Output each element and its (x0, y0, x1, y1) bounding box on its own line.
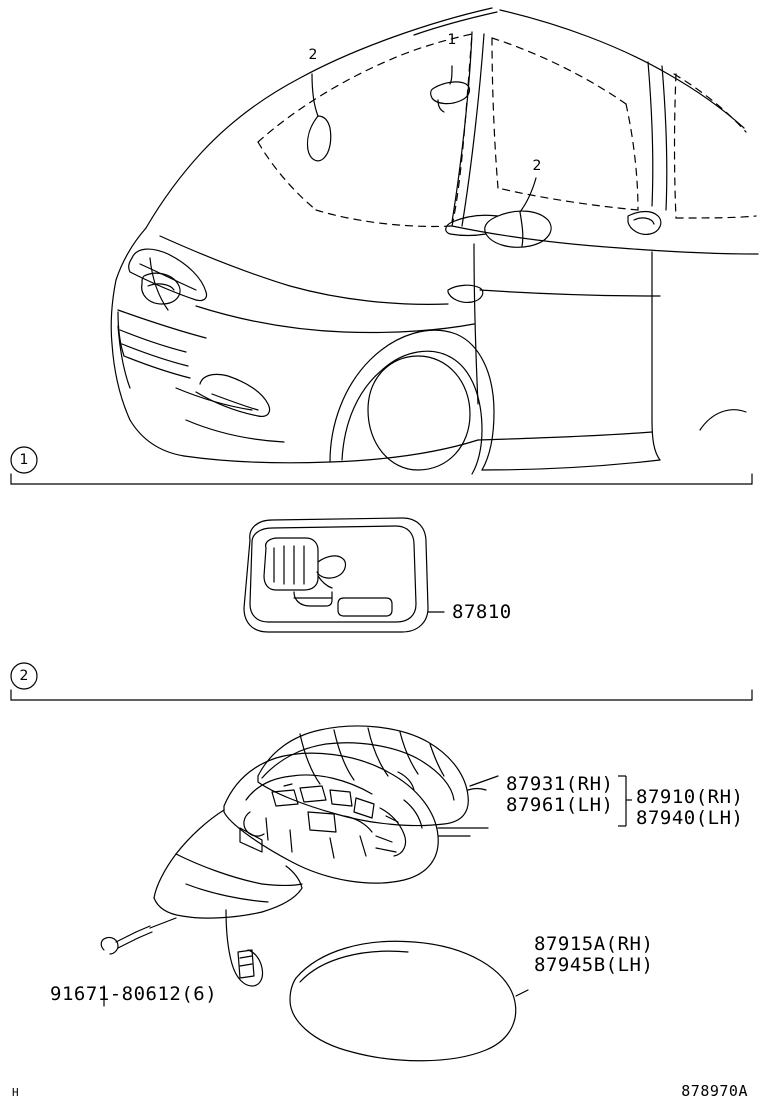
part-label-87931-rh: 87931(RH) (506, 773, 614, 795)
part-label-91671-80612: 91671-80612(6) (50, 983, 218, 1005)
callout-1-section: 1 (19, 452, 29, 468)
callout-2-section: 2 (19, 668, 29, 684)
part-label-87961-lh: 87961(LH) (506, 794, 614, 816)
callout-1-car: 1 (447, 32, 457, 48)
part-label-87945b-lh: 87945B(LH) (534, 954, 654, 976)
part-label-87940-lh: 87940(LH) (636, 807, 744, 829)
callout-2-car-right: 2 (532, 158, 542, 174)
callout-2-car-left: 2 (308, 47, 318, 63)
footer-diagram-code: 878970A (681, 1082, 748, 1100)
part-label-87910-rh: 87910(RH) (636, 786, 744, 808)
part-label-87915a-rh: 87915A(RH) (534, 933, 654, 955)
footer-left-mark: H (12, 1086, 19, 1099)
part-label-87810: 87810 (452, 601, 512, 623)
